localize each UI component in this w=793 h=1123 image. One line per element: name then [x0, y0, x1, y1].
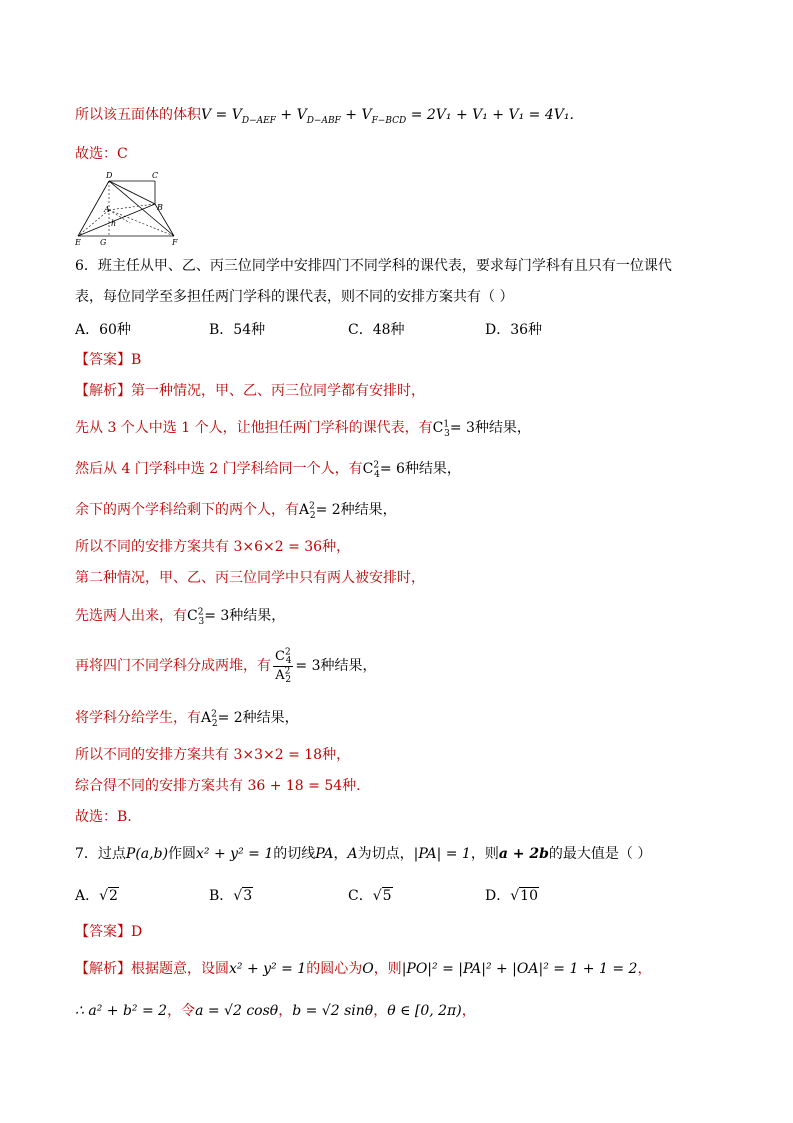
q6-analysis-s9: 将学科分给学生，有$A^2_2= 2$种结果，	[75, 709, 299, 729]
label-E: E	[75, 238, 81, 247]
q6-analysis-s10: 所以不同的安排方案共有 3×3×2 = 18种，	[75, 747, 351, 763]
q6-analysis-s1: 【解析】第一种情况，甲、乙、丙三位同学都有安排时，	[75, 383, 425, 399]
q6-analysis-s2: 先从 3 个人中选 1 个人，让他担任两门学科的课代表，有$C^1_3= 3$种结果，	[75, 419, 531, 439]
q7-option-a: A．√2	[75, 888, 118, 904]
volume-line	[75, 105, 574, 125]
label-D: D	[106, 171, 113, 180]
q7-option-d: D．√10	[485, 888, 538, 904]
label-h: h	[111, 219, 117, 228]
volume-prefix: 所以该五面体的体积	[75, 107, 201, 123]
label-F: F	[172, 238, 178, 247]
label-G: G	[100, 238, 107, 247]
label-B: B	[157, 203, 163, 212]
q7-stem: 7．过点P(a,b)作圆x² + y² = 1的切线PA，A为切点，|PA| = 1，则a + 2b的最大值是（ ）	[75, 846, 652, 862]
q6-stem-line2: 表，每位同学至多担任两门学科的课代表，则不同的安排方案共有（ ）	[75, 289, 514, 305]
q6-option-d: D．36种	[485, 322, 543, 338]
q6-analysis-s11: 综合得不同的安排方案共有 36 + 18 = 54种.	[75, 778, 361, 794]
label-C: C	[152, 171, 159, 180]
q6-analysis-s8: 再将四门不同学科分成两堆，有 $\frac{C^2_4}{A^2_2}$ = 3种结果，	[75, 647, 377, 686]
answer-c: 故选：C	[75, 146, 128, 162]
q7-option-b: B．√3	[209, 888, 253, 904]
q6-stem-line1: 6．班主任从甲、乙、丙三位同学中安排四门不同学科的课代表，要求每门学科有且只有一位课代	[75, 258, 672, 274]
q7-answer: 【答案】D	[75, 924, 143, 940]
pentahedron-figure	[72, 168, 182, 248]
q6-analysis-s7: 先选两人出来，有$C^2_3= 3$种结果，	[75, 607, 286, 627]
q7-option-c: C．√5	[348, 888, 392, 904]
label-A: A	[104, 205, 110, 214]
q6-analysis-s12: 故选：B.	[75, 809, 132, 825]
q6-analysis-s4: 余下的两个学科给剩下的两个人，有$A^2_2= 2$种结果，	[75, 501, 397, 521]
q7-analysis-line1: 【解析】根据题意，设圆x² + y² = 1的圆心为O，则|PO|² = |PA|² + |OA|² = 1 + 1 = 2，	[75, 961, 652, 977]
q6-option-b: B．54种	[209, 322, 266, 338]
q6-analysis-s6: 第二种情况，甲、乙、丙三位同学中只有两人被安排时，	[75, 570, 425, 586]
q6-analysis-s3: 然后从 4 门学科中选 2 门学科给同一个人，有$C^2_4= 6$种结果，	[75, 460, 461, 480]
q6-answer: 【答案】B	[75, 352, 142, 368]
fraction-c42-over-a22: $\frac{C^2_4}{A^2_2}$	[275, 647, 292, 686]
volume-formula: $V = V_{D-AEF} + V_{D-ABF} + V_{F-BCD} = 2V_1 + V_1 + V_1 = 4V_1$.	[201, 107, 574, 126]
q7-analysis-line2: ∴ a² + b² = 2，令a = √2 cosθ，b = √2 sinθ，θ ∈ [0, 2π)，	[75, 1003, 476, 1019]
q6-option-c: C．48种	[348, 322, 405, 338]
q6-option-a: A．60种	[75, 322, 131, 338]
q6-analysis-s5: 所以不同的安排方案共有 3×6×2 = 36种，	[75, 539, 351, 555]
